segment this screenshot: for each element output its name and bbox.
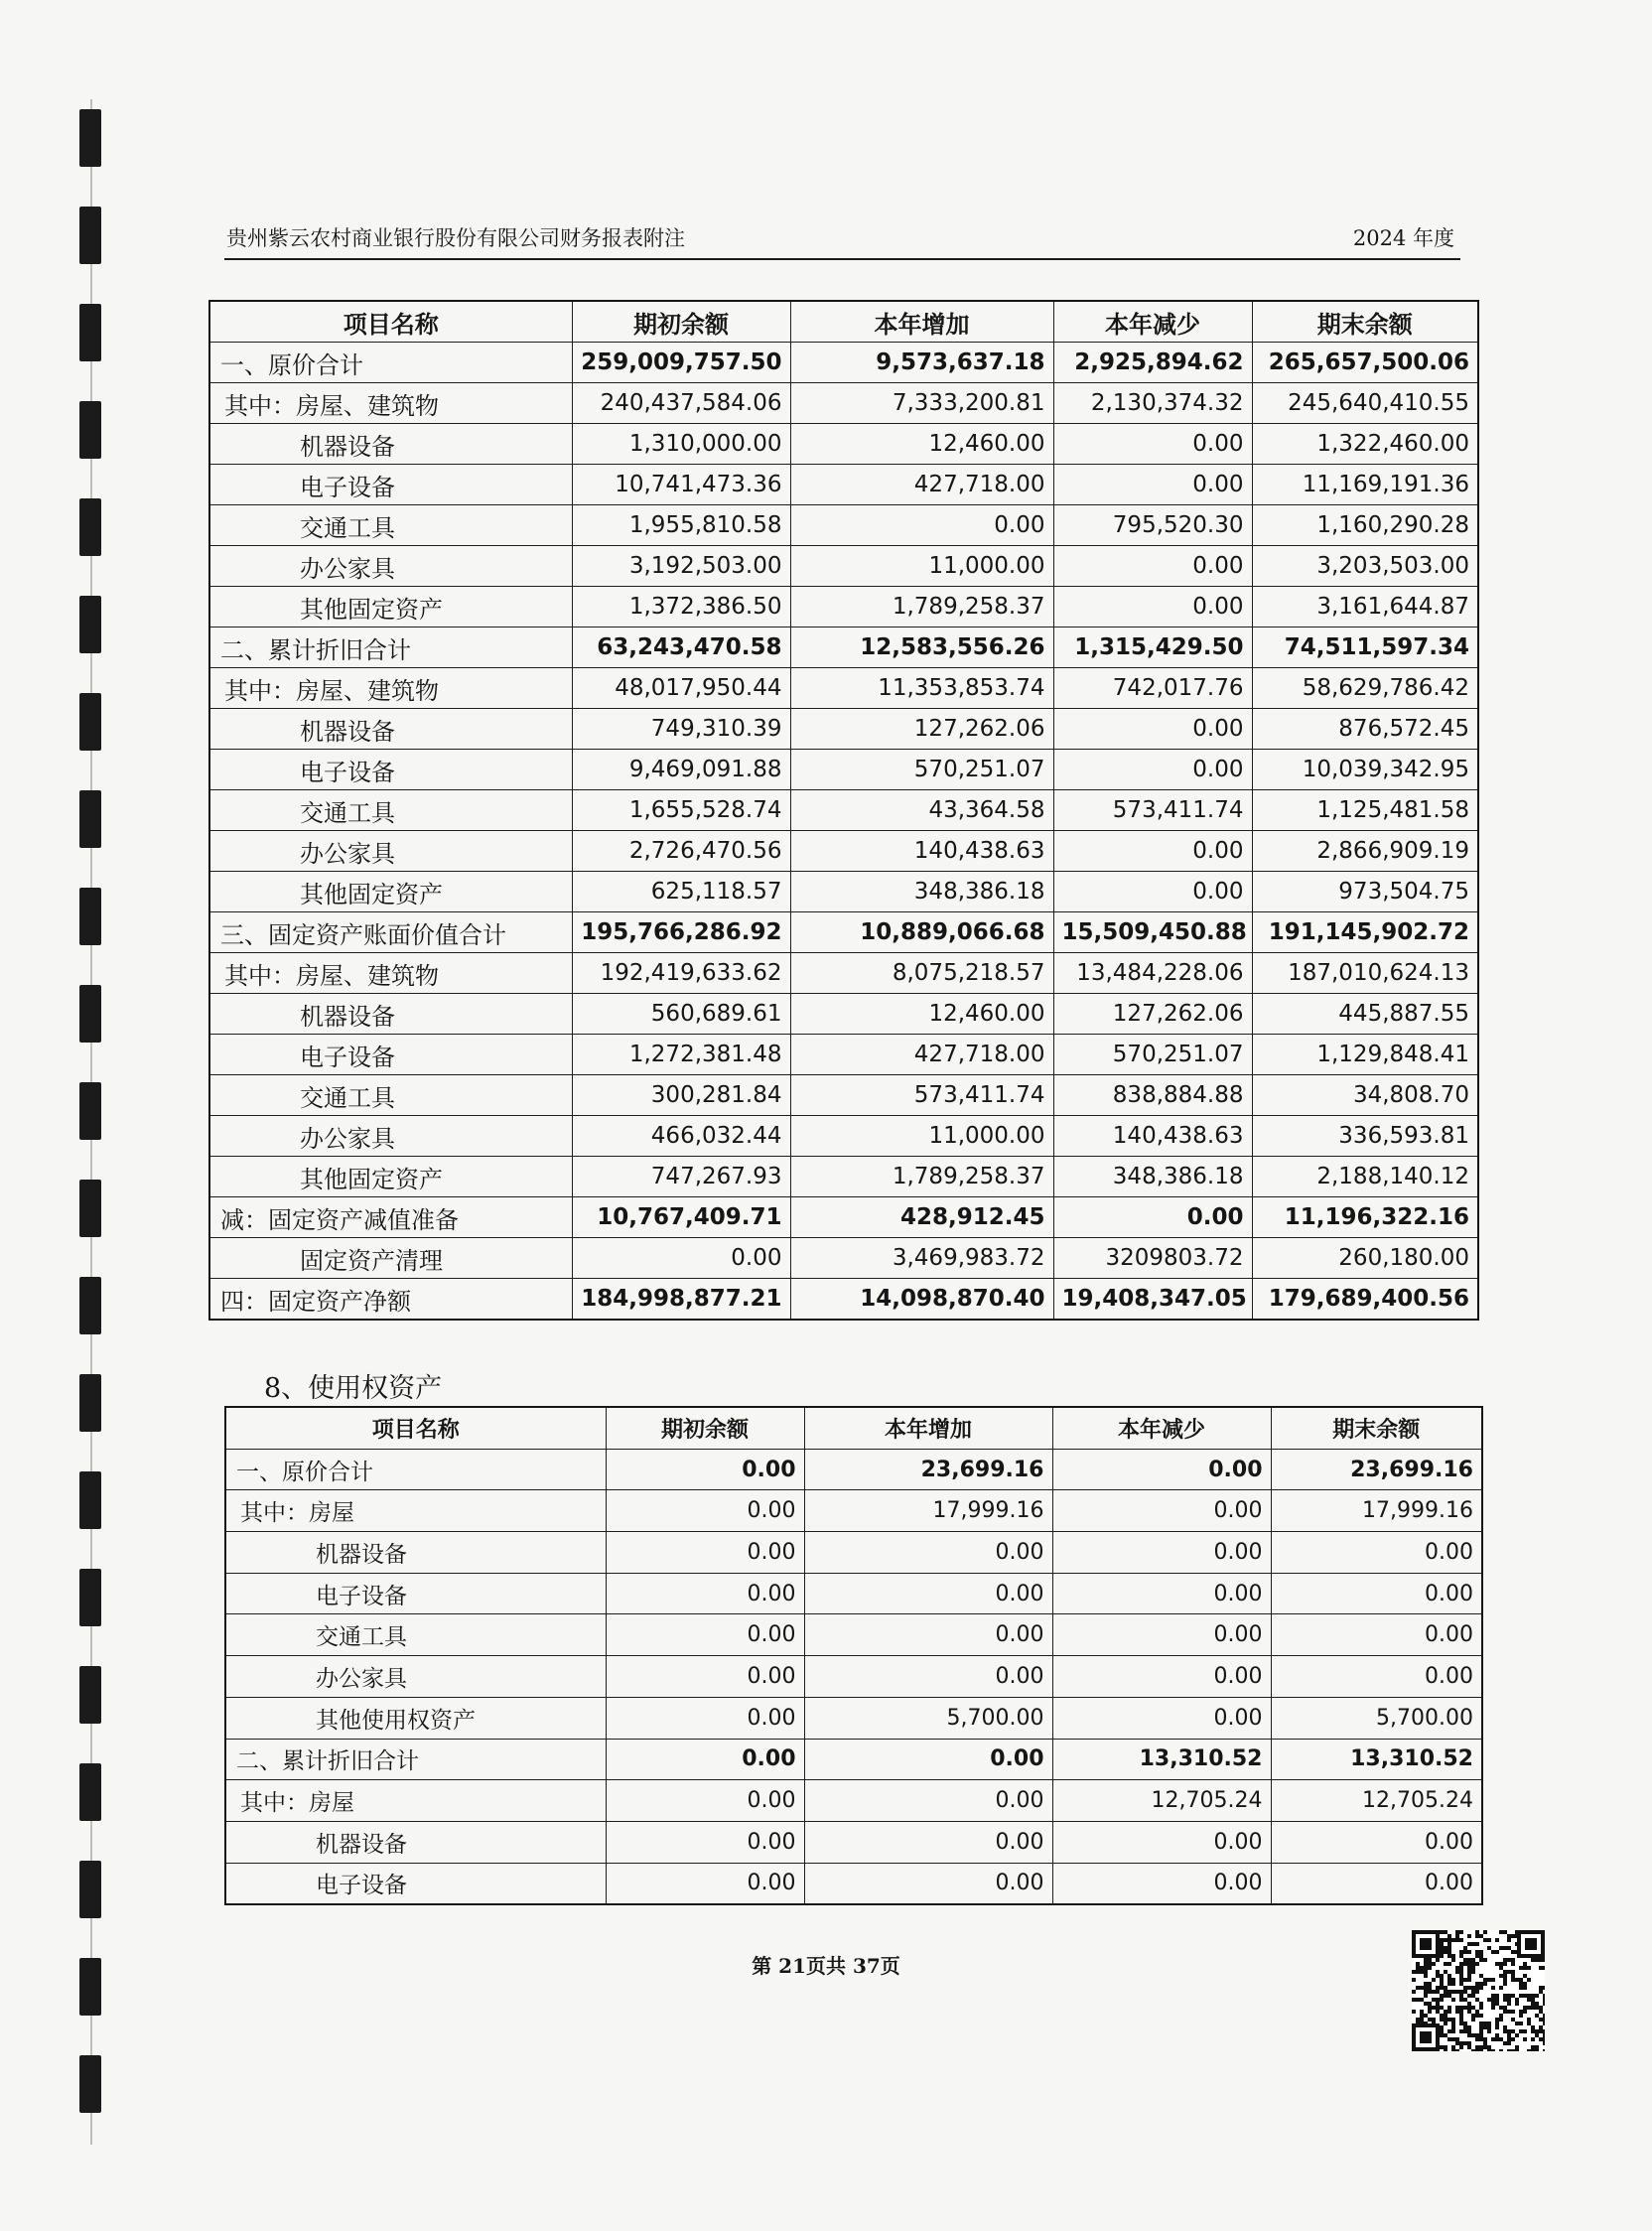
row-item-name: 机器设备 [225,1821,606,1863]
row-value-cell: 2,726,470.56 [572,831,790,872]
binding-hole-mark [79,304,101,361]
row-value-cell: 0.00 [804,1739,1052,1780]
row-item-name: 电子设备 [209,750,572,790]
row-value-cell: 0.00 [1271,1656,1482,1698]
table-row [225,1780,1482,1822]
row-value-cell: 0.00 [606,1614,804,1656]
row-value-cell: 0.00 [1052,1532,1271,1574]
column-header: 期初余额 [572,301,790,343]
row-value-cell: 0.00 [1271,1863,1482,1904]
column-header: 本年减少 [1053,301,1252,343]
table-row [209,546,1478,587]
table-row [209,912,1478,953]
row-value-cell: 11,353,853.74 [790,668,1053,709]
row-value-cell: 0.00 [804,1821,1052,1863]
table-row [209,1075,1478,1116]
row-value-cell: 0.00 [1052,1821,1271,1863]
section-title-right-of-use-assets: 8、使用权资产 [264,1373,443,1404]
row-value-cell: 348,386.18 [790,872,1053,912]
row-value-cell: 348,386.18 [1053,1157,1252,1197]
row-value-cell: 9,573,637.18 [790,343,1053,383]
row-value-cell: 1,789,258.37 [790,1157,1053,1197]
fixed-assets-table [208,300,1479,1321]
table-row [209,790,1478,831]
row-item-name: 交通工具 [209,790,572,831]
row-value-cell: 0.00 [1053,750,1252,790]
row-value-cell: 0.00 [606,1573,804,1614]
row-value-cell: 192,419,633.62 [572,953,790,994]
row-value-cell: 34,808.70 [1252,1075,1478,1116]
column-header: 项目名称 [225,1407,606,1449]
row-value-cell: 749,310.39 [572,709,790,750]
binding-hole-mark [79,207,101,264]
table-row [209,750,1478,790]
table-row [209,627,1478,668]
binding-hole-mark [79,1471,101,1529]
binding-hole-mark [79,1374,101,1432]
row-item-name: 交通工具 [225,1614,606,1656]
row-value-cell: 0.00 [1053,831,1252,872]
row-value-cell: 10,039,342.95 [1252,750,1478,790]
binding-holes [79,99,109,2145]
row-value-cell: 23,699.16 [804,1449,1052,1490]
row-value-cell: 742,017.76 [1053,668,1252,709]
row-value-cell: 1,125,481.58 [1252,790,1478,831]
row-value-cell: 195,766,286.92 [572,912,790,953]
binding-hole-mark [79,109,101,167]
table-row [225,1614,1482,1656]
row-value-cell: 3,203,503.00 [1252,546,1478,587]
table-row [209,1238,1478,1279]
binding-hole-mark [79,693,101,751]
table-row [209,1279,1478,1321]
column-header: 本年增加 [790,301,1053,343]
row-item-name: 二、累计折旧合计 [225,1739,606,1780]
row-value-cell: 570,251.07 [1053,1035,1252,1075]
table-row [209,465,1478,505]
binding-hole-mark [79,498,101,556]
row-item-name: 交通工具 [209,1075,572,1116]
row-value-cell: 12,705.24 [1052,1780,1271,1822]
table-row [225,1821,1482,1863]
row-value-cell: 8,075,218.57 [790,953,1053,994]
row-value-cell: 5,700.00 [1271,1697,1482,1739]
row-value-cell: 747,267.93 [572,1157,790,1197]
row-item-name: 电子设备 [209,465,572,505]
row-item-name: 机器设备 [209,424,572,465]
row-value-cell: 0.00 [790,505,1053,546]
row-value-cell: 0.00 [1052,1573,1271,1614]
row-value-cell: 0.00 [606,1739,804,1780]
row-item-name: 机器设备 [209,994,572,1035]
row-value-cell: 5,700.00 [804,1697,1052,1739]
report-title: 贵州紫云农村商业银行股份有限公司财务报表附注 [226,226,685,250]
row-item-name: 交通工具 [209,505,572,546]
row-value-cell: 12,460.00 [790,994,1053,1035]
row-value-cell: 0.00 [606,1449,804,1490]
table-row [209,872,1478,912]
row-value-cell: 17,999.16 [804,1490,1052,1532]
row-value-cell: 74,511,597.34 [1252,627,1478,668]
row-value-cell: 838,884.88 [1053,1075,1252,1116]
binding-hole-mark [79,1569,101,1626]
row-value-cell: 1,160,290.28 [1252,505,1478,546]
table-row [209,587,1478,627]
row-value-cell: 0.00 [804,1656,1052,1698]
row-value-cell: 1,372,386.50 [572,587,790,627]
row-value-cell: 11,169,191.36 [1252,465,1478,505]
row-value-cell: 1,315,429.50 [1053,627,1252,668]
row-value-cell: 48,017,950.44 [572,668,790,709]
table-row [209,668,1478,709]
binding-hole-mark [79,1082,101,1140]
row-value-cell: 0.00 [1271,1614,1482,1656]
table-row [225,1532,1482,1574]
row-value-cell: 19,408,347.05 [1053,1279,1252,1321]
row-value-cell: 0.00 [1053,709,1252,750]
row-value-cell: 625,118.57 [572,872,790,912]
row-item-name: 其中：房屋、建筑物 [209,668,572,709]
row-value-cell: 140,438.63 [1053,1116,1252,1157]
row-value-cell: 0.00 [804,1863,1052,1904]
column-header: 期末余额 [1271,1407,1482,1449]
row-value-cell: 466,032.44 [572,1116,790,1157]
table-row [209,994,1478,1035]
table-row [209,953,1478,994]
row-value-cell: 15,509,450.88 [1053,912,1252,953]
row-value-cell: 63,243,470.58 [572,627,790,668]
row-item-name: 其中：房屋 [225,1780,606,1822]
row-item-name: 其中：房屋、建筑物 [209,953,572,994]
row-value-cell: 10,889,066.68 [790,912,1053,953]
row-value-cell: 570,251.07 [790,750,1053,790]
binding-hole-mark [79,790,101,848]
row-value-cell: 10,741,473.36 [572,465,790,505]
row-value-cell: 260,180.00 [1252,1238,1478,1279]
table-row [209,831,1478,872]
binding-hole-mark [79,985,101,1043]
row-value-cell: 0.00 [572,1238,790,1279]
row-value-cell: 0.00 [1053,587,1252,627]
row-item-name: 电子设备 [225,1863,606,1904]
table-row [209,424,1478,465]
row-value-cell: 1,955,810.58 [572,505,790,546]
row-item-name: 机器设备 [209,709,572,750]
row-value-cell: 14,098,870.40 [790,1279,1053,1321]
binding-hole-mark [79,1861,101,1918]
column-header: 期初余额 [606,1407,804,1449]
table-row [209,1197,1478,1238]
row-value-cell: 0.00 [606,1780,804,1822]
row-value-cell: 11,000.00 [790,546,1053,587]
column-header: 本年减少 [1052,1407,1271,1449]
binding-hole-mark [79,596,101,653]
row-value-cell: 427,718.00 [790,1035,1053,1075]
qr-code-icon [1412,1930,1545,2051]
row-value-cell: 13,310.52 [1052,1739,1271,1780]
row-value-cell: 0.00 [1052,1863,1271,1904]
row-item-name: 其他固定资产 [209,1157,572,1197]
table-row [225,1449,1482,1490]
row-item-name: 其他固定资产 [209,587,572,627]
row-value-cell: 2,188,140.12 [1252,1157,1478,1197]
row-value-cell: 0.00 [804,1573,1052,1614]
row-item-name: 减：固定资产减值准备 [209,1197,572,1238]
row-value-cell: 300,281.84 [572,1075,790,1116]
table-row [225,1656,1482,1698]
row-value-cell: 127,262.06 [790,709,1053,750]
row-value-cell: 1,789,258.37 [790,587,1053,627]
row-value-cell: 7,333,200.81 [790,383,1053,424]
row-value-cell: 1,129,848.41 [1252,1035,1478,1075]
row-value-cell: 191,145,902.72 [1252,912,1478,953]
row-item-name: 办公家具 [225,1656,606,1698]
table-row [209,343,1478,383]
row-value-cell: 140,438.63 [790,831,1053,872]
row-value-cell: 245,640,410.55 [1252,383,1478,424]
row-value-cell: 12,460.00 [790,424,1053,465]
row-value-cell: 184,998,877.21 [572,1279,790,1321]
table-row [209,383,1478,424]
row-value-cell: 0.00 [804,1532,1052,1574]
row-value-cell: 2,866,909.19 [1252,831,1478,872]
row-value-cell: 573,411.74 [1053,790,1252,831]
table-row [209,505,1478,546]
table-row [209,1157,1478,1197]
row-value-cell: 0.00 [1053,465,1252,505]
row-item-name: 办公家具 [209,1116,572,1157]
row-value-cell: 445,887.55 [1252,994,1478,1035]
row-item-name: 电子设备 [209,1035,572,1075]
binding-hole-mark [79,1763,101,1821]
row-value-cell: 973,504.75 [1252,872,1478,912]
binding-hole-mark [79,1277,101,1334]
row-value-cell: 336,593.81 [1252,1116,1478,1157]
row-value-cell: 187,010,624.13 [1252,953,1478,994]
row-item-name: 固定资产清理 [209,1238,572,1279]
page-number: 第 21页共 37页 [752,1954,900,1978]
row-value-cell: 0.00 [1052,1490,1271,1532]
row-item-name: 其中：房屋 [225,1490,606,1532]
row-item-name: 其他使用权资产 [225,1697,606,1739]
row-value-cell: 0.00 [1271,1532,1482,1574]
table-row [209,1116,1478,1157]
column-header: 本年增加 [804,1407,1052,1449]
column-header: 项目名称 [209,301,572,343]
report-year: 2024 年度 [1352,226,1454,250]
row-value-cell: 127,262.06 [1053,994,1252,1035]
row-value-cell: 0.00 [606,1863,804,1904]
row-value-cell: 13,484,228.06 [1053,953,1252,994]
row-value-cell: 427,718.00 [790,465,1053,505]
row-value-cell: 0.00 [606,1656,804,1698]
row-value-cell: 1,655,528.74 [572,790,790,831]
row-item-name: 二、累计折旧合计 [209,627,572,668]
row-value-cell: 58,629,786.42 [1252,668,1478,709]
row-item-name: 四：固定资产净额 [209,1279,572,1321]
table-row [209,709,1478,750]
row-value-cell: 0.00 [1271,1573,1482,1614]
row-value-cell: 428,912.45 [790,1197,1053,1238]
row-item-name: 其他固定资产 [209,872,572,912]
row-value-cell: 876,572.45 [1252,709,1478,750]
row-value-cell: 1,310,000.00 [572,424,790,465]
row-value-cell: 1,272,381.48 [572,1035,790,1075]
binding-hole-mark [79,401,101,459]
row-value-cell: 795,520.30 [1053,505,1252,546]
row-value-cell: 13,310.52 [1271,1739,1482,1780]
row-value-cell: 11,196,322.16 [1252,1197,1478,1238]
row-value-cell: 3209803.72 [1053,1238,1252,1279]
row-value-cell: 0.00 [1271,1821,1482,1863]
table-header-row [225,1407,1482,1449]
row-value-cell: 0.00 [1053,546,1252,587]
binding-hole-mark [79,1180,101,1237]
row-value-cell: 12,705.24 [1271,1780,1482,1822]
row-value-cell: 43,364.58 [790,790,1053,831]
table-row [209,1035,1478,1075]
row-value-cell: 0.00 [1052,1656,1271,1698]
row-value-cell: 0.00 [1053,424,1252,465]
row-value-cell: 179,689,400.56 [1252,1279,1478,1321]
table-row [225,1490,1482,1532]
row-item-name: 电子设备 [225,1573,606,1614]
binding-hole-mark [79,1666,101,1724]
binding-hole-mark [79,2055,101,2113]
row-value-cell: 560,689.61 [572,994,790,1035]
row-value-cell: 0.00 [804,1614,1052,1656]
row-value-cell: 0.00 [606,1821,804,1863]
row-value-cell: 0.00 [804,1780,1052,1822]
row-value-cell: 0.00 [606,1532,804,1574]
row-value-cell: 11,000.00 [790,1116,1053,1157]
row-value-cell: 2,925,894.62 [1053,343,1252,383]
binding-hole-mark [79,888,101,945]
row-item-name: 办公家具 [209,546,572,587]
row-value-cell: 259,009,757.50 [572,343,790,383]
table-row [225,1739,1482,1780]
right-of-use-assets-table [224,1406,1483,1905]
row-value-cell: 0.00 [1053,872,1252,912]
table-header-row [209,301,1478,343]
row-value-cell: 0.00 [1052,1449,1271,1490]
row-value-cell: 0.00 [1052,1614,1271,1656]
row-item-name: 机器设备 [225,1532,606,1574]
table-row [225,1863,1482,1904]
row-item-name: 一、原价合计 [209,343,572,383]
row-value-cell: 2,130,374.32 [1053,383,1252,424]
row-value-cell: 0.00 [606,1697,804,1739]
row-value-cell: 1,322,460.00 [1252,424,1478,465]
row-value-cell: 3,469,983.72 [790,1238,1053,1279]
table-row [225,1697,1482,1739]
row-value-cell: 3,161,644.87 [1252,587,1478,627]
row-value-cell: 23,699.16 [1271,1449,1482,1490]
row-value-cell: 0.00 [1053,1197,1252,1238]
row-item-name: 其中：房屋、建筑物 [209,383,572,424]
page-header [224,226,1460,260]
row-value-cell: 12,583,556.26 [790,627,1053,668]
row-value-cell: 9,469,091.88 [572,750,790,790]
table-row [225,1573,1482,1614]
row-item-name: 办公家具 [209,831,572,872]
row-value-cell: 17,999.16 [1271,1490,1482,1532]
row-value-cell: 10,767,409.71 [572,1197,790,1238]
row-value-cell: 0.00 [606,1490,804,1532]
row-item-name: 三、固定资产账面价值合计 [209,912,572,953]
row-value-cell: 240,437,584.06 [572,383,790,424]
column-header: 期末余额 [1252,301,1478,343]
row-value-cell: 3,192,503.00 [572,546,790,587]
row-item-name: 一、原价合计 [225,1449,606,1490]
row-value-cell: 265,657,500.06 [1252,343,1478,383]
row-value-cell: 0.00 [1052,1697,1271,1739]
row-value-cell: 573,411.74 [790,1075,1053,1116]
